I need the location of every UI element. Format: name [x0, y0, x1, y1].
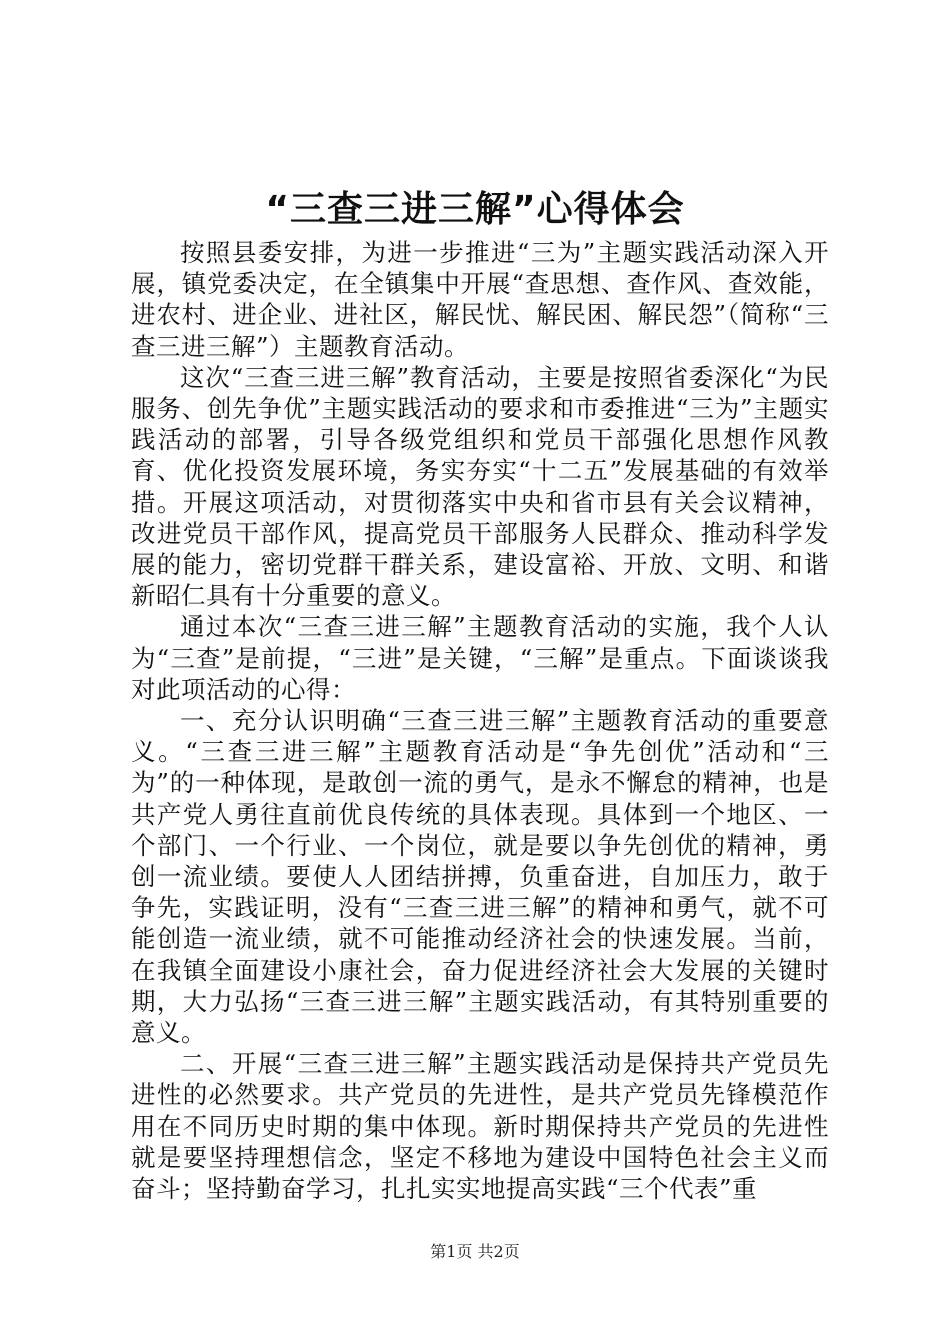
- paragraph-purpose: 这次“三查三进三解”教育活动，主要是按照省委深化“为民服务、创先争优”主题实践活动的要求和市委推进“三为”主题实践活动的部署，引导各级党组织和党员干部强化思想作风教育、优化投资发展环境，务实夯实“十二五”发展基础的有效举措。开展这项活动，对贯彻落实中央和省市县有关会议精神，改进党员干部作风，提高党员干部服务人民群众、推动科学发展的能力，密切党群干群关系，建设富裕、开放、文明、和谐新昭仁具有十分重要的意义。: [131, 362, 829, 611]
- paragraph-point-two: 二、开展“三查三进三解”主题实践活动是保持共产党员先进性的必然要求。共产党员的先进性，是共产党员先锋模范作用在不同历史时期的集中体现。新时期保持共产党员的先进性就是要坚持理想信念，坚定不移地为建设中国特色社会主义而奋斗；坚持勤奋学习，扎扎实实地提高实践“三个代表”重: [131, 1049, 829, 1204]
- document-title: “三查三进三解”心得体会: [265, 189, 685, 230]
- page-footer: 第1页 共2页: [430, 1242, 520, 1261]
- document-body: [131, 237, 829, 1204]
- paragraph-overview: 通过本次“三查三进三解”主题教育活动的实施，我个人认为“三查”是前提，“三进”是关键，“三解”是重点。下面谈谈我对此项活动的心得：: [131, 612, 829, 704]
- paragraph-intro: 按照县委安排，为进一步推进“三为”主题实践活动深入开展，镇党委决定，在全镇集中开展“查思想、查作风、查效能，进农村、进企业、进社区，解民忧、解民困、解民怨”（简称“三查三进三解”）主题教育活动。: [131, 238, 829, 361]
- paragraph-point-one: 一、充分认识明确“三查三进三解”主题教育活动的重要意义。“三查三进三解”主题教育活动是“争先创优”活动和“三为”的一种体现，是敢创一流的勇气，是永不懈怠的精神，也是共产党人勇往直前优良传统的具体表现。具体到一个地区、一个部门、一个行业、一个岗位，就是要以争先创优的精神，勇创一流业绩。要使人人团结拼搏，负重奋进，自加压力，敢于争先，实践证明，没有“三查三进三解”的精神和勇气，就不可能创造一流业绩，就不可能推动经济社会的快速发展。当前，在我镇全面建设小康社会，奋力促进经济社会大发展的关键时期，大力弘扬“三查三进三解”主题实践活动，有其特别重要的意义。: [131, 706, 829, 1048]
